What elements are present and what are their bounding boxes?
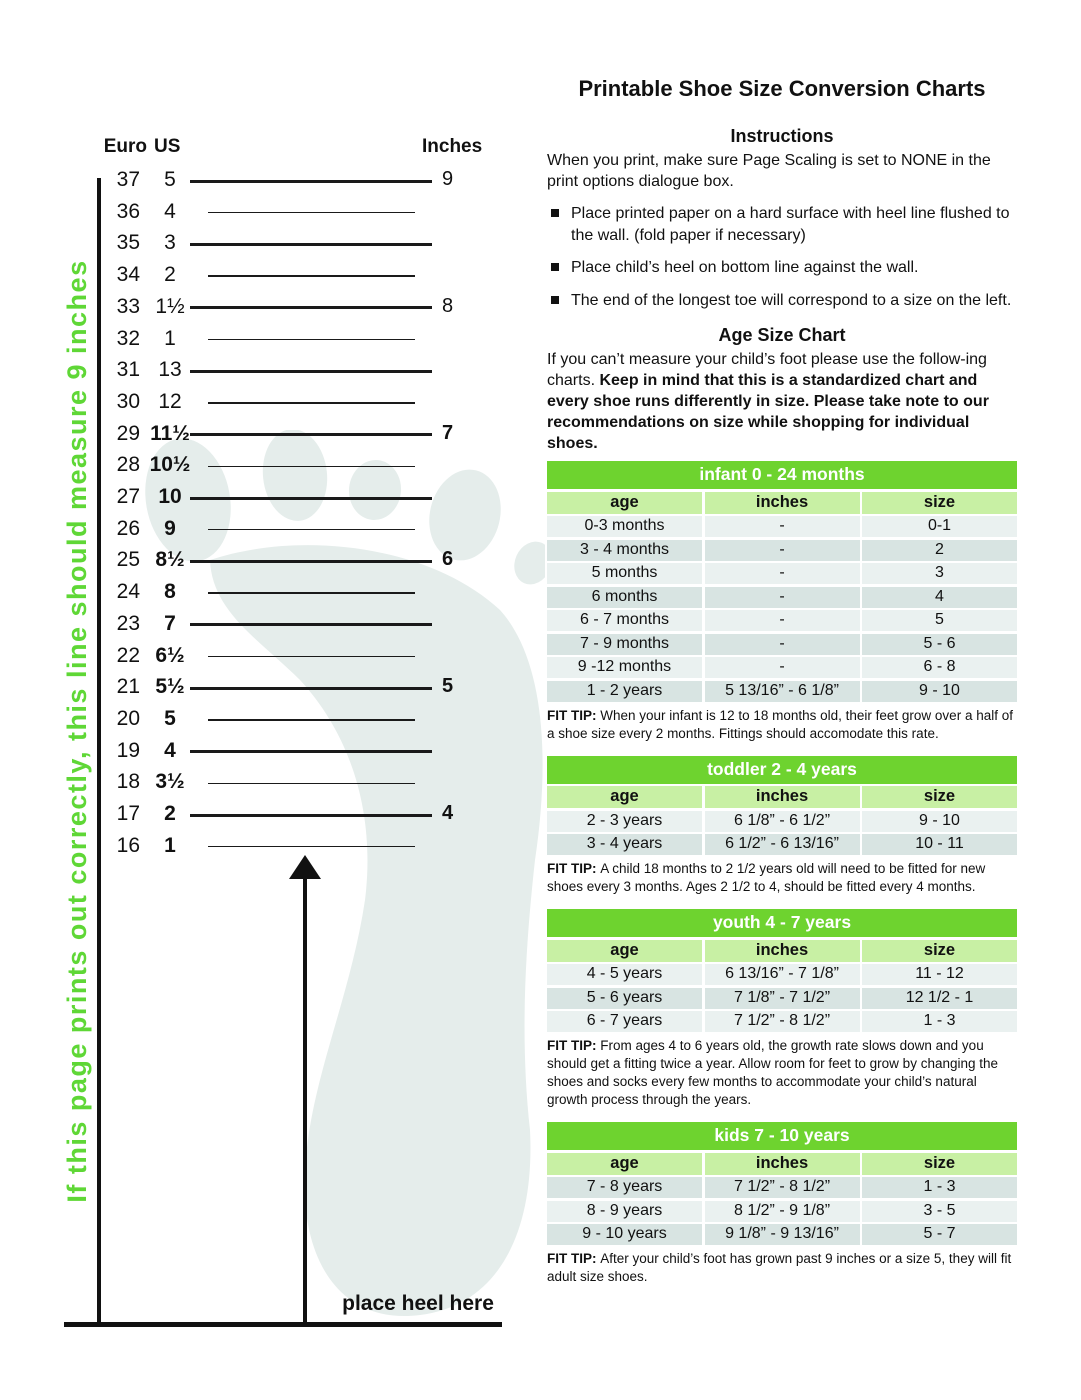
- us-size-label: 10: [158, 485, 182, 508]
- table-cell: 5 - 6: [862, 634, 1017, 655]
- fit-tip-toddler: [547, 860, 1017, 896]
- size-line: [208, 466, 415, 468]
- column-header-size: size: [862, 492, 1017, 514]
- euro-size-label: 17: [116, 802, 140, 825]
- euro-size-label: 24: [116, 580, 140, 604]
- euro-size-label: 37: [116, 168, 140, 191]
- size-table-youth: [547, 909, 1017, 1032]
- table-cell: 7 1/2” - 8 1/2”: [705, 1011, 860, 1032]
- inch-mark-label: 6: [442, 548, 454, 571]
- right-column: [547, 76, 1017, 1299]
- foot-toe-3: [346, 457, 404, 522]
- table-cell: -: [705, 610, 860, 631]
- euro-size-label: 35: [116, 231, 140, 255]
- euro-size-label: 19: [116, 738, 140, 762]
- us-size-label: 2: [164, 802, 176, 825]
- table-cell: 9 - 10: [862, 811, 1017, 832]
- table-cell: 7 - 8 years: [547, 1177, 702, 1198]
- table-cell: 4: [862, 587, 1017, 608]
- column-header-inches: inches: [705, 786, 860, 808]
- table-cell: 7 1/8” - 7 1/2”: [705, 988, 860, 1009]
- table-cell: 5 months: [547, 563, 702, 584]
- euro-size-label: 26: [116, 516, 140, 540]
- us-size-label: 12: [158, 389, 182, 413]
- table-cell: 7 - 9 months: [547, 634, 702, 655]
- size-line: [190, 560, 432, 563]
- table-cell: 0-1: [862, 516, 1017, 537]
- fit-tip-youth: [547, 1037, 1017, 1109]
- us-size-label: 8½: [155, 548, 185, 572]
- inch-mark-label: 5: [442, 675, 454, 698]
- us-size-label: 11½: [150, 421, 190, 445]
- euro-size-label: 16: [116, 833, 140, 857]
- table-cell: 9 1/8” - 9 13/16”: [705, 1224, 860, 1245]
- table-cell: 3 - 4 years: [547, 834, 702, 855]
- size-line: [190, 433, 432, 436]
- euro-size-label: 29: [116, 421, 140, 445]
- table-cell: 6 - 7 months: [547, 610, 702, 631]
- size-line: [190, 497, 432, 500]
- us-size-label: 10½: [149, 453, 191, 477]
- table-cell: 3 - 4 months: [547, 540, 702, 561]
- euro-size-label: 21: [116, 675, 140, 699]
- us-size-label: 13: [158, 358, 182, 382]
- us-size-label: 8: [164, 580, 176, 604]
- fit-tip-label: FIT TIP:: [547, 1251, 601, 1266]
- fit-tip-infant: [547, 707, 1017, 743]
- instructions-intro: When you print, make sure Page Scaling is set to NONE in the print options dialogue box.: [547, 152, 991, 190]
- instruction-text: The end of the longest toe will correspond to a size on the left.: [571, 291, 1012, 309]
- size-line: [208, 719, 415, 721]
- table-cell: 1 - 2 years: [547, 681, 702, 702]
- euro-size-label: 36: [116, 199, 140, 223]
- table-cell: 3 - 5: [862, 1201, 1017, 1222]
- column-header-inches: inches: [705, 1153, 860, 1175]
- age-size-chart-intro-regular: If you can’t measure your child’s foot please use the follow-ing charts.: [547, 351, 987, 389]
- us-size-label: 9: [164, 516, 176, 540]
- column-header-size: size: [862, 940, 1017, 962]
- size-line: [190, 750, 432, 753]
- us-size-label: 4: [164, 199, 176, 223]
- euro-size-label: 23: [116, 611, 140, 635]
- table-cell: -: [705, 587, 860, 608]
- size-table-infant: [547, 461, 1017, 702]
- size-line: [208, 846, 415, 848]
- size-line: [208, 402, 415, 404]
- size-table-kids: [547, 1122, 1017, 1245]
- table-cell: 5 13/16” - 6 1/8”: [705, 681, 860, 702]
- size-line: [208, 212, 415, 214]
- foot-toe-5: [508, 536, 545, 591]
- column-header-age: age: [547, 1153, 702, 1175]
- table-cell: -: [705, 657, 860, 678]
- size-line: [208, 529, 415, 531]
- size-line: [208, 592, 415, 594]
- foot-toe-2: [258, 430, 331, 524]
- euro-size-label: 27: [116, 485, 140, 508]
- euro-size-label: 18: [116, 770, 140, 794]
- euro-size-label: 31: [116, 358, 140, 382]
- table-title-toddler: toddler 2 - 4 years: [547, 756, 1017, 784]
- us-size-label: 5½: [155, 675, 185, 699]
- instruction-bullet: [547, 257, 1017, 279]
- age-size-chart-heading: Age Size Chart: [718, 325, 846, 345]
- size-tables: [547, 461, 1017, 1286]
- table-cell: 1 - 3: [862, 1177, 1017, 1198]
- us-size-label: 1½: [155, 294, 185, 318]
- instructions-heading: Instructions: [730, 126, 834, 146]
- table-cell: 5 - 6 years: [547, 988, 702, 1009]
- inches-column-header: Inches: [422, 136, 483, 157]
- column-header-inches: inches: [705, 492, 860, 514]
- fit-tip-label: FIT TIP:: [547, 861, 601, 876]
- euro-size-label: 20: [116, 706, 140, 730]
- table-cell: 8 - 9 years: [547, 1201, 702, 1222]
- us-size-label: 1: [164, 833, 176, 857]
- size-line: [190, 243, 432, 246]
- euro-size-label: 25: [116, 548, 140, 572]
- euro-size-label: 22: [116, 643, 140, 667]
- table-cell: 10 - 11: [862, 834, 1017, 855]
- column-header-age: age: [547, 940, 702, 962]
- size-line: [190, 623, 432, 626]
- table-cell: 6 1/2” - 6 13/16”: [705, 834, 860, 855]
- euro-size-label: 33: [116, 294, 140, 318]
- table-cell: 6 1/8” - 6 1/2”: [705, 811, 860, 832]
- euro-size-label: 30: [116, 389, 140, 413]
- fit-tip-label: FIT TIP:: [547, 707, 601, 723]
- table-title-youth: youth 4 - 7 years: [547, 909, 1017, 937]
- us-size-label: 3½: [155, 770, 185, 794]
- table-cell: 3: [862, 563, 1017, 584]
- us-size-label: 6½: [155, 643, 185, 667]
- size-line: [190, 180, 432, 183]
- table-cell: 2: [862, 540, 1017, 561]
- table-cell: 12 1/2 - 1: [862, 988, 1017, 1009]
- table-cell: 4 - 5 years: [547, 964, 702, 985]
- euro-column-header: Euro: [103, 136, 147, 157]
- table-cell: 6 13/16” - 7 1/8”: [705, 964, 860, 985]
- size-line: [208, 275, 415, 277]
- page-title: Printable Shoe Size Conversion Charts: [578, 76, 986, 101]
- instruction-bullet: [547, 203, 1017, 246]
- table-cell: 2 - 3 years: [547, 811, 702, 832]
- age-size-chart-intro: [547, 349, 1017, 454]
- us-size-label: 1: [164, 326, 176, 350]
- table-cell: 7 1/2” - 8 1/2”: [705, 1177, 860, 1198]
- table-cell: 6 - 7 years: [547, 1011, 702, 1032]
- size-line: [190, 306, 432, 309]
- fit-tip-label: FIT TIP:: [547, 1038, 601, 1053]
- us-size-label: 5: [164, 706, 176, 730]
- bullet-square-icon: [551, 209, 559, 217]
- heel-baseline: [64, 1322, 502, 1327]
- table-cell: -: [705, 563, 860, 584]
- table-title-infant: infant 0 - 24 months: [547, 461, 1017, 489]
- table-cell: 6 - 8: [862, 657, 1017, 678]
- fit-tip-text: When your infant is 12 to 18 months old, their feet grow over a half of a shoe size every 2 months. Fittings should accomodate this rate.: [547, 707, 1013, 741]
- table-cell: 9 -12 months: [547, 657, 702, 678]
- column-header-age: age: [547, 786, 702, 808]
- table-cell: -: [705, 516, 860, 537]
- fit-tip-text: After your child’s foot has grown past 9 inches or a size 5, they will fit adult size shoes.: [547, 1251, 1012, 1284]
- heel-arrow-shaft: [303, 876, 307, 1325]
- table-cell: 8 1/2” - 9 1/8”: [705, 1201, 860, 1222]
- table-cell: 1 - 3: [862, 1011, 1017, 1032]
- table-cell: 9 - 10 years: [547, 1224, 702, 1245]
- size-line: [190, 814, 432, 817]
- ruler-vertical-line: [97, 178, 101, 1327]
- us-size-label: 4: [164, 738, 176, 762]
- us-size-label: 2: [164, 263, 176, 287]
- table-cell: 11 - 12: [862, 964, 1017, 985]
- size-table-toddler: [547, 756, 1017, 856]
- euro-size-label: 28: [116, 453, 140, 477]
- euro-size-label: 34: [116, 263, 140, 287]
- inch-mark-label: 9: [442, 168, 454, 190]
- size-line: [208, 339, 415, 341]
- foot-silhouette: [140, 430, 545, 1340]
- column-header-age: age: [547, 492, 702, 514]
- inch-mark-label: 8: [442, 294, 454, 317]
- table-cell: 9 - 10: [862, 681, 1017, 702]
- nine-inch-calibration-note: If this page prints out correctly, this line should measure 9 inches: [62, 259, 92, 1203]
- instruction-text: Place child’s heel on bottom line against the wall.: [571, 259, 919, 276]
- table-cell: 6 months: [547, 587, 702, 608]
- table-cell: 0-3 months: [547, 516, 702, 537]
- instruction-bullet: [547, 290, 1017, 312]
- fit-tip-text: From ages 4 to 6 years old, the growth rate slows down and you should get a fitting twice a year. Allow room for feet to grow by changing the shoes and socks every few months to accommodate your child’s natural growth process through the years.: [547, 1038, 999, 1107]
- heel-label: place heel here: [342, 1292, 494, 1315]
- fit-tip-text: A child 18 months to 2 1/2 years old will need to be fitted for new shoes every 3 months. Ages 2 1/2 to 4, should be fitted every 4 months.: [547, 861, 986, 894]
- column-header-inches: inches: [705, 940, 860, 962]
- column-header-size: size: [862, 786, 1017, 808]
- inch-mark-label: 4: [442, 802, 454, 824]
- table-cell: -: [705, 634, 860, 655]
- column-header-size: size: [862, 1153, 1017, 1175]
- inch-mark-label: 7: [442, 421, 454, 444]
- size-line: [190, 370, 432, 373]
- instruction-text: Place printed paper on a hard surface with heel line flushed to the wall. (fold paper if necessary): [571, 205, 1010, 244]
- size-line: [208, 783, 415, 785]
- us-size-label: 3: [164, 231, 176, 255]
- table-cell: -: [705, 540, 860, 561]
- us-column-header: US: [154, 136, 181, 157]
- bullet-square-icon: [551, 263, 559, 271]
- heel-arrow-icon: [289, 855, 321, 879]
- euro-size-label: 32: [116, 326, 140, 350]
- fit-tip-kids: [547, 1250, 1017, 1286]
- size-line: [190, 687, 432, 690]
- table-title-kids: kids 7 - 10 years: [547, 1122, 1017, 1150]
- size-line: [208, 656, 415, 658]
- table-cell: 5: [862, 610, 1017, 631]
- instructions-bullet-list: [547, 203, 1017, 311]
- age-size-chart-intro-bold: Keep in mind that this is a standardized chart and every shoe runs differently in size. Please take note to our recommendations on size while shopping for individual shoes.: [547, 372, 989, 452]
- table-cell: 5 - 7: [862, 1224, 1017, 1245]
- us-size-label: 5: [164, 168, 176, 191]
- bullet-square-icon: [551, 296, 559, 304]
- foot-body: [210, 545, 543, 1316]
- us-size-label: 7: [164, 611, 176, 635]
